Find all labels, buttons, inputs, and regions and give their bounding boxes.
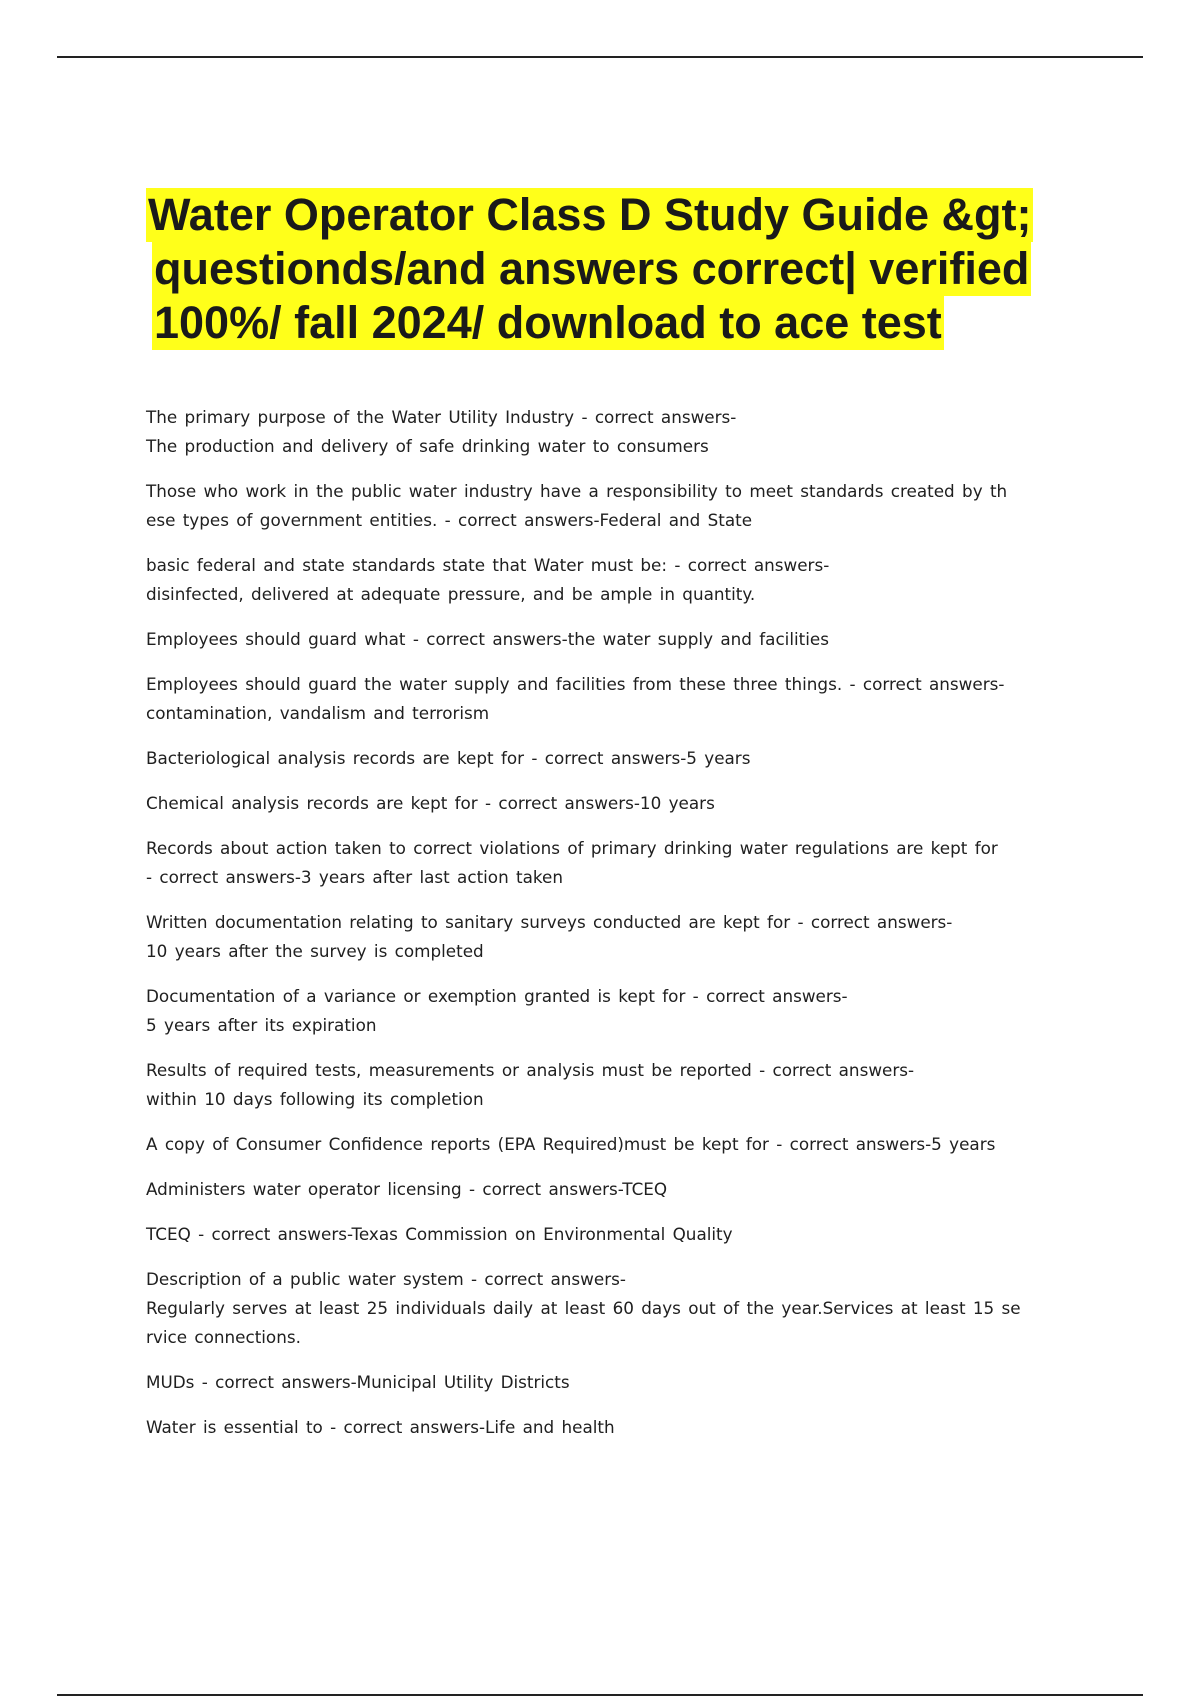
qa-item bbox=[146, 1413, 1086, 1442]
qa-item bbox=[146, 789, 1086, 818]
qa-item-line: Employees should guard what - correct answers-the water supply and facilities bbox=[146, 629, 829, 649]
qa-item-line: - correct answers-3 years after last action taken bbox=[146, 867, 563, 887]
qa-item-line: Description of a public water system - correct answers- bbox=[146, 1269, 626, 1289]
qa-item bbox=[146, 1130, 1086, 1159]
qa-item-line: within 10 days following its completion bbox=[146, 1089, 484, 1109]
qa-item-line: Bacteriological analysis records are kept for - correct answers-5 years bbox=[146, 748, 751, 768]
qa-item-line: Results of required tests, measurements or analysis must be reported - correct answers- bbox=[146, 1060, 915, 1080]
qa-item-line: contamination, vandalism and terrorism bbox=[146, 703, 490, 723]
title-line-1: Water Operator Class D Study Guide &gt; bbox=[148, 189, 1032, 240]
qa-item-line: Those who work in the public water industry have a responsibility to meet standards created by th bbox=[146, 481, 1008, 501]
qa-item bbox=[146, 744, 1086, 773]
bottom-rule bbox=[57, 1694, 1143, 1696]
qa-item-line: The primary purpose of the Water Utility Industry - correct answers- bbox=[146, 407, 737, 427]
document-title bbox=[146, 188, 1096, 350]
qa-item-line: Chemical analysis records are kept for - correct answers-10 years bbox=[146, 793, 715, 813]
title-line-3: 100%/ fall 2024/ download to ace test bbox=[154, 297, 942, 348]
qa-item bbox=[146, 1265, 1086, 1352]
qa-item-line: 10 years after the survey is completed bbox=[146, 941, 484, 961]
qa-item-line: Water is essential to - correct answers-Life and health bbox=[146, 1417, 615, 1437]
qa-item-line: The production and delivery of safe drinking water to consumers bbox=[146, 436, 709, 456]
qa-item-line: rvice connections. bbox=[146, 1327, 301, 1347]
qa-item-line: Written documentation relating to sanitary surveys conducted are kept for - correct answers- bbox=[146, 912, 953, 932]
qa-item bbox=[146, 403, 1086, 461]
qa-item-line: Regularly serves at least 25 individuals daily at least 60 days out of the year.Services at least 15 se bbox=[146, 1298, 1021, 1318]
qa-item-line: Employees should guard the water supply and facilities from these three things. - correct answers- bbox=[146, 674, 1005, 694]
qa-item bbox=[146, 477, 1086, 535]
qa-item-line: TCEQ - correct answers-Texas Commission on Environmental Quality bbox=[146, 1224, 733, 1244]
qa-item bbox=[146, 551, 1086, 609]
qa-item bbox=[146, 1220, 1086, 1249]
qa-item-line: 5 years after its expiration bbox=[146, 1015, 377, 1035]
qa-item-line: disinfected, delivered at adequate pressure, and be ample in quantity. bbox=[146, 584, 756, 604]
qa-item-line: basic federal and state standards state that Water must be: - correct answers- bbox=[146, 555, 830, 575]
qa-item bbox=[146, 982, 1086, 1040]
qa-item bbox=[146, 908, 1086, 966]
qa-item-line: MUDs - correct answers-Municipal Utility Districts bbox=[146, 1372, 570, 1392]
qa-item bbox=[146, 670, 1086, 728]
qa-item bbox=[146, 1368, 1086, 1397]
qa-item-line: Documentation of a variance or exemption granted is kept for - correct answers- bbox=[146, 986, 848, 1006]
qa-item bbox=[146, 834, 1086, 892]
qa-item-line: A copy of Consumer Confidence reports (EPA Required)must be kept for - correct answers-5 years bbox=[146, 1134, 996, 1154]
qa-list bbox=[146, 403, 1086, 1458]
qa-item bbox=[146, 1056, 1086, 1114]
title-line-2: questionds/and answers correct| verified bbox=[154, 243, 1030, 294]
qa-item-line: Administers water operator licensing - correct answers-TCEQ bbox=[146, 1179, 668, 1199]
qa-item-line: ese types of government entities. - correct answers-Federal and State bbox=[146, 510, 753, 530]
top-rule bbox=[57, 56, 1143, 58]
qa-item-line: Records about action taken to correct violations of primary drinking water regulations are kept for bbox=[146, 838, 998, 858]
qa-item bbox=[146, 1175, 1086, 1204]
qa-item bbox=[146, 625, 1086, 654]
